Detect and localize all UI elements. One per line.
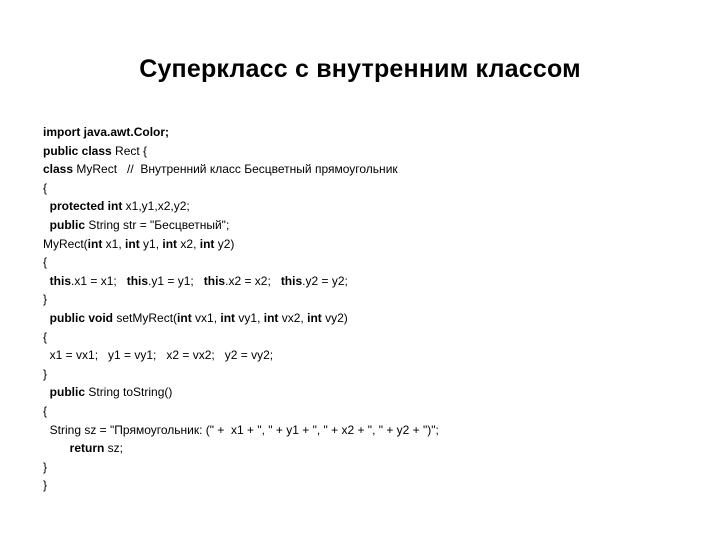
- code-text: x1,: [102, 236, 126, 251]
- code-line: [43, 328, 439, 347]
- code-keyword: int: [263, 310, 279, 325]
- code-text: x2,: [177, 236, 200, 251]
- code-line: [43, 421, 439, 440]
- code-keyword: int: [177, 310, 192, 325]
- code-text: x1,y1,x2,y2;: [122, 199, 190, 214]
- code-text: vx2,: [278, 310, 308, 325]
- code-keyword: class: [43, 162, 74, 177]
- code-text: vy2): [321, 310, 348, 325]
- code-text: }: [43, 366, 48, 381]
- code-text: Rect {: [111, 143, 148, 158]
- code-line: [43, 253, 439, 272]
- code-text: [43, 218, 50, 232]
- code-text: }: [43, 292, 48, 307]
- code-keyword: int: [307, 310, 322, 325]
- code-keyword: protected int: [49, 199, 123, 214]
- code-text: [43, 385, 50, 399]
- code-keyword: return: [69, 441, 105, 456]
- code-keyword: int: [87, 236, 103, 251]
- code-text: {: [43, 329, 48, 344]
- code-text: {: [43, 403, 48, 418]
- code-text: setMyRect(: [113, 310, 178, 325]
- code-text: MyRect(: [43, 236, 88, 251]
- code-keyword: int: [199, 236, 215, 251]
- code-line: [43, 458, 439, 477]
- code-text: vy1,: [235, 310, 264, 325]
- code-keyword: this: [203, 273, 226, 288]
- code-text: String toString(): [85, 385, 173, 400]
- code-line: [43, 179, 439, 198]
- code-line: [43, 309, 439, 328]
- code-text: {: [43, 180, 48, 195]
- code-text: [43, 274, 50, 288]
- code-text: .x2 = x2;: [225, 273, 281, 288]
- code-text: y2): [214, 236, 235, 251]
- code-line: [43, 235, 439, 254]
- code-text: [43, 441, 70, 455]
- code-keyword: this: [49, 273, 72, 288]
- code-text: String sz = "Прямоугольник: (" + x1 + ", " + y1 + ", " + x2 + ", " + y2 + ")";: [43, 422, 439, 437]
- code-line: [43, 123, 439, 142]
- code-text: String str = "Бесцветный";: [85, 217, 230, 232]
- code-keyword: public void: [49, 310, 114, 325]
- code-text: [43, 311, 50, 325]
- code-line: [43, 439, 439, 458]
- code-keyword: public: [49, 217, 86, 232]
- code-block: [43, 123, 439, 495]
- code-line: [43, 290, 439, 309]
- code-line: [43, 197, 439, 216]
- code-line: [43, 476, 439, 495]
- code-keyword: this: [280, 273, 303, 288]
- code-keyword: int: [125, 236, 140, 251]
- code-text: y1,: [139, 236, 163, 251]
- code-text: [43, 199, 50, 213]
- code-keyword: public: [49, 385, 86, 400]
- code-keyword: public class: [43, 143, 112, 158]
- code-line: [43, 365, 439, 384]
- slide-title: Суперкласс с внутренним классом: [139, 55, 581, 83]
- code-keyword: import java.awt.Color;: [43, 125, 170, 139]
- code-line: [43, 142, 439, 161]
- code-line: [43, 216, 439, 235]
- code-text: .y2 = y2;: [302, 273, 348, 288]
- code-line: [43, 160, 439, 179]
- code-line: [43, 346, 439, 365]
- code-keyword: this: [126, 273, 149, 288]
- code-text: MyRect // Внутренний класс Бесцветный прямоугольник: [73, 162, 398, 177]
- code-text: {: [43, 255, 48, 270]
- code-keyword: int: [220, 310, 236, 325]
- code-line: [43, 402, 439, 421]
- code-text: x1 = vx1; y1 = vy1; x2 = vx2; y2 = vy2;: [43, 348, 274, 363]
- code-text: vx1,: [191, 310, 221, 325]
- code-line: [43, 383, 439, 402]
- code-text: }: [43, 478, 48, 493]
- code-text: .x1 = x1;: [71, 273, 127, 288]
- code-line: [43, 272, 439, 291]
- code-keyword: int: [162, 236, 178, 251]
- code-text: .y1 = y1;: [148, 273, 204, 288]
- code-text: sz;: [104, 441, 124, 456]
- code-text: }: [43, 459, 48, 474]
